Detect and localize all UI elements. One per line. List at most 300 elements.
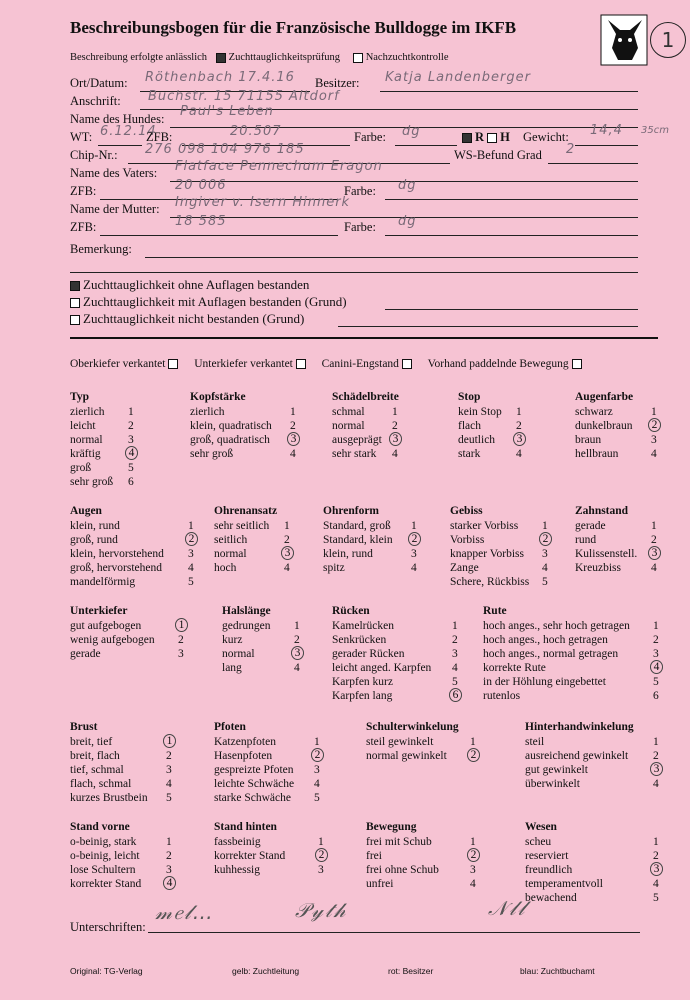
option-number[interactable]: 2: [653, 634, 659, 646]
option-label: sehr stark: [332, 448, 377, 460]
hund-value[interactable]: Paul's Leben: [180, 104, 274, 119]
footer-original: Original: TG-Verlag: [70, 966, 143, 976]
option-number[interactable]: 1: [411, 520, 417, 532]
option-row[interactable]: [458, 405, 522, 419]
option-number[interactable]: 3: [411, 548, 417, 560]
result-checkbox-2[interactable]: [70, 298, 80, 308]
option-number-selected[interactable]: 2: [467, 748, 480, 762]
option-row[interactable]: [190, 433, 297, 447]
option-label: steil: [525, 736, 545, 748]
option-number[interactable]: 2: [290, 420, 296, 432]
option-number[interactable]: 4: [470, 878, 476, 890]
option-number[interactable]: 3: [178, 648, 184, 660]
option-number[interactable]: 4: [653, 778, 659, 790]
option-label: frei: [366, 850, 382, 862]
option-label: flach: [458, 420, 481, 432]
option-number[interactable]: 3: [166, 864, 172, 876]
option-number-selected[interactable]: 2: [311, 748, 324, 762]
option-number-selected[interactable]: 6: [449, 688, 462, 702]
option-row[interactable]: [70, 547, 194, 561]
option-label: normal: [70, 434, 103, 446]
option-row[interactable]: [323, 519, 417, 533]
option-label: lose Schultern: [70, 864, 136, 876]
result-reason-line-3[interactable]: [338, 312, 638, 327]
section-title: Augen: [70, 505, 102, 517]
rh-choice: [462, 130, 510, 145]
option-number[interactable]: 1: [653, 836, 659, 848]
option-number-selected[interactable]: 2: [408, 532, 421, 546]
section-schädelbreite: [332, 390, 399, 461]
bemerkung-line-2[interactable]: [70, 258, 638, 273]
option-row[interactable]: [70, 619, 185, 633]
option-row[interactable]: [214, 791, 320, 805]
option-number[interactable]: 1: [653, 736, 659, 748]
option-number[interactable]: 2: [392, 420, 398, 432]
option-number[interactable]: 2: [516, 420, 522, 432]
option-label: fassbeinig: [214, 836, 261, 848]
gewicht-label: Gewicht:: [523, 130, 569, 144]
option-number[interactable]: 4: [516, 448, 522, 460]
option-row[interactable]: [332, 405, 399, 419]
option-number[interactable]: 4: [392, 448, 398, 460]
option-row[interactable]: [575, 419, 658, 433]
option-number-selected[interactable]: 2: [315, 848, 328, 862]
option-row[interactable]: [525, 877, 659, 891]
hund-label: Name des Hundes:: [70, 112, 165, 126]
option-number[interactable]: 4: [411, 562, 417, 574]
option-number-selected[interactable]: 3: [291, 646, 304, 660]
option-number[interactable]: 1: [470, 736, 476, 748]
section-schulterwinkelung: [366, 720, 477, 763]
option-number[interactable]: 5: [653, 676, 659, 688]
section-title: Kopfstärke: [190, 391, 246, 403]
chip-value[interactable]: 276 098 104 976 185: [145, 142, 305, 157]
option-row[interactable]: [222, 633, 300, 647]
option-label: Katzenpfoten: [214, 736, 276, 748]
option-label: spitz: [323, 562, 345, 574]
option-number[interactable]: 2: [166, 850, 172, 862]
option-number[interactable]: 5: [314, 792, 320, 804]
option-row[interactable]: [70, 749, 172, 763]
option-label: starke Schwäche: [214, 792, 291, 804]
option-number-selected[interactable]: 3: [281, 546, 294, 560]
section-kopfstärke: [190, 390, 297, 461]
option-number-selected[interactable]: 4: [125, 446, 138, 460]
option-row[interactable]: [214, 749, 321, 763]
option-number-selected[interactable]: 1: [175, 618, 188, 632]
signature-3: 𝒩𝓁𝓁: [488, 896, 527, 920]
option-row[interactable]: [70, 419, 134, 433]
option-row[interactable]: [575, 561, 657, 575]
option-row[interactable]: [575, 447, 657, 461]
option-number[interactable]: 1: [314, 736, 320, 748]
option-row[interactable]: [70, 519, 194, 533]
option-label: mandelförmig: [70, 576, 136, 588]
option-number[interactable]: 1: [653, 620, 659, 632]
option-row[interactable]: [222, 619, 300, 633]
option-number[interactable]: 4: [290, 448, 296, 460]
option-label: korrekter Stand: [70, 878, 142, 890]
wt-value[interactable]: 6.12.14: [100, 124, 157, 139]
option-label: Kulissenstell.: [575, 548, 638, 560]
result-checkbox-1[interactable]: [70, 281, 80, 291]
option-row[interactable]: [366, 749, 477, 763]
option-row[interactable]: [366, 849, 477, 863]
farbe2-value[interactable]: dg: [398, 178, 417, 193]
option-number[interactable]: 1: [651, 406, 657, 418]
option-number-selected[interactable]: 2: [467, 848, 480, 862]
option-number-selected[interactable]: 2: [539, 532, 552, 546]
option-row[interactable]: [332, 419, 399, 433]
option-number[interactable]: 1: [651, 520, 657, 532]
option-label: Standard, klein: [323, 534, 393, 546]
option-number[interactable]: 4: [188, 562, 194, 574]
option-row[interactable]: [366, 735, 476, 749]
option-row[interactable]: [458, 447, 522, 461]
option-row[interactable]: [70, 447, 135, 461]
option-number[interactable]: 4: [166, 778, 172, 790]
option-number[interactable]: 1: [128, 406, 134, 418]
mutter-value[interactable]: Ingiver v. Isern Hinnerk: [175, 195, 351, 210]
option-row[interactable]: [332, 661, 458, 675]
result-row-1[interactable]: [70, 277, 309, 293]
option-number[interactable]: 4: [294, 662, 300, 674]
option-label: normal: [222, 648, 255, 660]
option-number[interactable]: 5: [128, 462, 134, 474]
flag-vorhand-checkbox[interactable]: [572, 359, 582, 369]
option-number[interactable]: 1: [284, 520, 290, 532]
option-number[interactable]: 3: [314, 764, 320, 776]
option-number[interactable]: 3: [188, 548, 194, 560]
flag-oberkiefer-checkbox[interactable]: [168, 359, 178, 369]
option-row[interactable]: [525, 849, 659, 863]
option-number[interactable]: 2: [294, 634, 300, 646]
option-row[interactable]: [366, 863, 476, 877]
option-number[interactable]: 4: [314, 778, 320, 790]
option-row[interactable]: [70, 561, 194, 575]
option-row[interactable]: [366, 835, 476, 849]
option-label: breit, tief: [70, 736, 113, 748]
option-label: stark: [458, 448, 481, 460]
option-row[interactable]: [323, 561, 417, 575]
option-label: bewachend: [525, 892, 577, 904]
divider: [70, 337, 658, 339]
option-number[interactable]: 1: [290, 406, 296, 418]
option-row[interactable]: [483, 619, 659, 633]
option-label: klein, quadratisch: [190, 420, 272, 432]
farbe3-label: Farbe:: [344, 220, 376, 234]
option-number[interactable]: 1: [470, 836, 476, 848]
option-row[interactable]: [332, 689, 459, 703]
option-label: groß, rund: [70, 534, 118, 546]
option-row[interactable]: [332, 433, 399, 447]
zfb-value[interactable]: 20.507: [230, 124, 282, 139]
option-number[interactable]: 2: [651, 534, 657, 546]
farbe-value[interactable]: dg: [402, 124, 421, 139]
section-title: Pfoten: [214, 721, 246, 733]
option-number[interactable]: 1: [294, 620, 300, 632]
flag-canini-label: Canini-Engstand: [321, 358, 399, 370]
flag-canini-checkbox[interactable]: [402, 359, 412, 369]
option-number[interactable]: 2: [653, 750, 659, 762]
option-label: klein, hervorstehend: [70, 548, 164, 560]
zfb3-value[interactable]: 18 585: [175, 214, 227, 229]
option-row[interactable]: [366, 877, 476, 891]
option-number[interactable]: 2: [653, 850, 659, 862]
option-row[interactable]: [214, 763, 320, 777]
checkbox-r[interactable]: [462, 133, 472, 143]
option-row[interactable]: [70, 791, 172, 805]
result-row-2[interactable]: [70, 294, 347, 310]
option-number[interactable]: 3: [470, 864, 476, 876]
option-row[interactable]: [190, 405, 296, 419]
option-row[interactable]: [214, 777, 320, 791]
option-row[interactable]: [323, 547, 417, 561]
flag-unterkiefer-checkbox[interactable]: [296, 359, 306, 369]
option-row[interactable]: [525, 835, 659, 849]
footer-rot: rot: Besitzer: [388, 966, 434, 976]
option-number[interactable]: 1: [166, 836, 172, 848]
option-row[interactable]: [483, 675, 659, 689]
option-row[interactable]: [450, 547, 548, 561]
footer-gelb: gelb: Zuchtleitung: [232, 966, 300, 976]
option-label: gespreizte Pfoten: [214, 764, 294, 776]
option-number[interactable]: 3: [166, 764, 172, 776]
option-number[interactable]: 1: [392, 406, 398, 418]
option-number-selected[interactable]: 3: [650, 762, 663, 776]
option-number[interactable]: 5: [188, 576, 194, 588]
option-number-selected[interactable]: 2: [185, 532, 198, 546]
option-label: knapper Vorbiss: [450, 548, 525, 560]
section-gebiss: [450, 504, 549, 589]
option-label: leicht: [70, 420, 96, 432]
option-row[interactable]: [190, 419, 296, 433]
anschrift-label: Anschrift:: [70, 94, 121, 108]
option-row[interactable]: [332, 633, 458, 647]
option-number-selected[interactable]: 4: [163, 876, 176, 890]
result-checkbox-3[interactable]: [70, 315, 80, 325]
option-row[interactable]: [214, 519, 290, 533]
option-row[interactable]: [70, 575, 194, 589]
occasion-label: Beschreibung erfolgte anlässlich: [70, 52, 208, 63]
option-number-selected[interactable]: 4: [650, 660, 663, 674]
option-label: o-beinig, leicht: [70, 850, 140, 862]
section-bewegung: [366, 820, 477, 891]
option-row[interactable]: [525, 891, 659, 905]
option-number[interactable]: 2: [128, 420, 134, 432]
option-label: schmal: [332, 406, 365, 418]
option-label: gedrungen: [222, 620, 271, 632]
option-label: Karpfen kurz: [332, 676, 393, 688]
option-label: normal: [332, 420, 365, 432]
option-number[interactable]: 5: [653, 892, 659, 904]
option-row[interactable]: [575, 533, 657, 547]
flag-vorhand-label: Vorhand paddelnde Bewegung: [427, 358, 569, 370]
option-row[interactable]: [214, 849, 325, 863]
option-row[interactable]: [214, 547, 291, 561]
option-number[interactable]: 5: [166, 792, 172, 804]
option-number[interactable]: 3: [542, 548, 548, 560]
option-row[interactable]: [70, 735, 173, 749]
option-number-selected[interactable]: 3: [389, 432, 402, 446]
option-number[interactable]: 2: [284, 534, 290, 546]
option-row[interactable]: [450, 533, 549, 547]
section-title: Stop: [458, 391, 481, 403]
option-row[interactable]: [483, 633, 659, 647]
option-label: Vorbiss: [450, 534, 485, 546]
option-row[interactable]: [483, 647, 659, 661]
option-number[interactable]: 1: [188, 520, 194, 532]
farbe3-line: [385, 221, 638, 236]
option-number[interactable]: 4: [542, 562, 548, 574]
page-number: 1: [650, 22, 686, 58]
option-row[interactable]: [483, 661, 660, 675]
section-title: Unterkiefer: [70, 605, 128, 617]
option-row[interactable]: [70, 849, 172, 863]
option-number-selected[interactable]: 3: [648, 546, 661, 560]
checkbox-h[interactable]: [487, 133, 497, 143]
option-number[interactable]: 6: [653, 690, 659, 702]
option-number[interactable]: 5: [542, 576, 548, 588]
option-label: ausreichend gewinkelt: [525, 750, 629, 762]
option-row[interactable]: [525, 749, 659, 763]
option-row[interactable]: [70, 461, 134, 475]
option-row[interactable]: [323, 533, 418, 547]
option-row[interactable]: [214, 533, 290, 547]
option-label: in der Höhlung eingebettet: [483, 676, 606, 688]
option-row[interactable]: [450, 575, 548, 589]
option-row[interactable]: [70, 475, 134, 489]
farbe3-value[interactable]: dg: [398, 214, 417, 229]
option-row[interactable]: [525, 763, 660, 777]
option-number[interactable]: 3: [651, 434, 657, 446]
signatures-line[interactable]: [148, 918, 640, 933]
option-label: hellbraun: [575, 448, 619, 460]
option-row[interactable]: [525, 863, 660, 877]
option-row[interactable]: [450, 519, 548, 533]
option-row[interactable]: [483, 689, 659, 703]
option-row[interactable]: [525, 735, 659, 749]
option-number[interactable]: 4: [651, 448, 657, 460]
option-number[interactable]: 6: [128, 476, 134, 488]
option-number[interactable]: 4: [452, 662, 458, 674]
ws-value[interactable]: 2: [566, 142, 576, 157]
signature-2: 𝒫𝓎𝓉𝒽: [295, 898, 348, 922]
option-number[interactable]: 4: [651, 562, 657, 574]
option-number-selected[interactable]: 3: [650, 862, 663, 876]
option-label: Kreuzbiss: [575, 562, 621, 574]
ort-value[interactable]: Röthenbach 17.4.16: [145, 70, 295, 85]
vater-value[interactable]: Flatface Pennechum Eragon: [175, 159, 383, 174]
option-number-selected[interactable]: 2: [648, 418, 661, 432]
option-label: ausgeprägt: [332, 434, 382, 446]
option-number[interactable]: 3: [653, 648, 659, 660]
section-title: Bewegung: [366, 821, 417, 833]
option-row[interactable]: [70, 877, 173, 891]
option-row[interactable]: [222, 661, 300, 675]
option-number-selected[interactable]: 3: [513, 432, 526, 446]
option-row[interactable]: [70, 763, 172, 777]
option-number[interactable]: 1: [516, 406, 522, 418]
option-label: kein Stop: [458, 406, 502, 418]
option-row[interactable]: [70, 405, 134, 419]
gewicht-value[interactable]: 14,4: [590, 123, 623, 138]
option-number[interactable]: 1: [452, 620, 458, 632]
option-row[interactable]: [332, 675, 458, 689]
option-number[interactable]: 1: [542, 520, 548, 532]
option-row[interactable]: [575, 547, 658, 561]
bemerkung-label: Bemerkung:: [70, 242, 132, 256]
option-label: o-beinig, stark: [70, 836, 137, 848]
checkbox-zuchttauglichkeit[interactable]: [216, 53, 226, 63]
bemerkung-line-1[interactable]: [145, 243, 638, 258]
option-row[interactable]: [190, 447, 296, 461]
option-row[interactable]: [575, 519, 657, 533]
option-number[interactable]: 1: [318, 836, 324, 848]
option-row[interactable]: [214, 735, 320, 749]
option-row[interactable]: [332, 647, 458, 661]
option-number[interactable]: 3: [452, 648, 458, 660]
option-row[interactable]: [70, 777, 172, 791]
flag-unterkiefer-label: Unterkiefer verkantet: [194, 358, 293, 370]
option-number[interactable]: 2: [166, 750, 172, 762]
checkbox-nachzucht[interactable]: [353, 53, 363, 63]
option-row[interactable]: [214, 835, 324, 849]
anschrift-value[interactable]: Buchstr. 15 71155 Altdorf: [148, 89, 340, 104]
option-number[interactable]: 4: [653, 878, 659, 890]
option-row[interactable]: [458, 433, 523, 447]
zfb2-value[interactable]: 20 006: [175, 178, 227, 193]
option-number-selected[interactable]: 3: [287, 432, 300, 446]
option-row[interactable]: [575, 433, 657, 447]
option-label: temperamentvoll: [525, 878, 603, 890]
option-row[interactable]: [70, 647, 184, 661]
option-number[interactable]: 2: [178, 634, 184, 646]
option-number[interactable]: 3: [318, 864, 324, 876]
option-row[interactable]: [70, 633, 184, 647]
option-row[interactable]: [450, 561, 548, 575]
option-row[interactable]: [525, 777, 659, 791]
option-number[interactable]: 2: [452, 634, 458, 646]
option-row[interactable]: [70, 863, 172, 877]
h-label: H: [500, 130, 510, 144]
result-row-3[interactable]: [70, 311, 304, 327]
option-row[interactable]: [332, 619, 458, 633]
section-title: Rücken: [332, 605, 370, 617]
result-reason-line-2[interactable]: [385, 295, 638, 310]
option-row[interactable]: [70, 533, 195, 547]
option-label: kräftig: [70, 448, 101, 460]
flags-row: [70, 358, 585, 370]
option-label: unfrei: [366, 878, 394, 890]
option-row[interactable]: [458, 419, 522, 433]
section-unterkiefer: [70, 604, 185, 661]
option-row[interactable]: [575, 405, 657, 419]
option-row[interactable]: [70, 433, 134, 447]
besitzer-value[interactable]: Katja Landenberger: [385, 70, 531, 85]
option-row[interactable]: [332, 447, 399, 461]
option-number[interactable]: 4: [284, 562, 290, 574]
option-row[interactable]: [214, 863, 324, 877]
option-number[interactable]: 5: [452, 676, 458, 688]
option-row[interactable]: [222, 647, 301, 661]
result-label-3: Zuchttauglichkeit nicht bestanden (Grund): [83, 311, 305, 326]
option-label: leichte Schwäche: [214, 778, 295, 790]
option-number-selected[interactable]: 1: [163, 734, 176, 748]
option-row[interactable]: [70, 835, 172, 849]
option-number[interactable]: 3: [128, 434, 134, 446]
option-row[interactable]: [214, 561, 290, 575]
